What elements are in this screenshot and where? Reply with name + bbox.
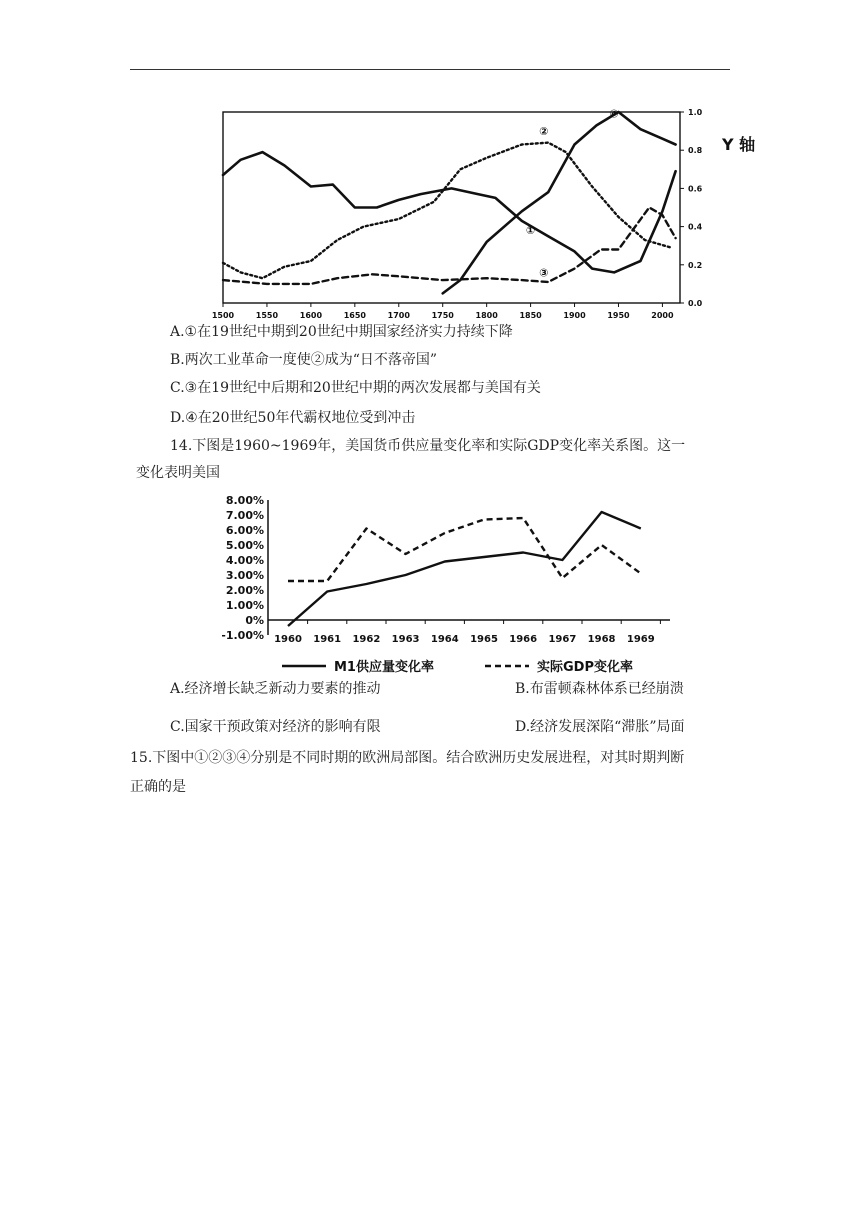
x-tick-label: 1850 <box>519 311 542 320</box>
q13-option-d: D.④在20世纪50年代霸权地位受到冲击 <box>170 410 416 426</box>
x-tick-label: 1967 <box>548 634 577 645</box>
q14-option-d: D.经济发展深陷“滞胀”局面 <box>515 719 685 735</box>
x-tick-label: 1962 <box>352 634 381 645</box>
x-tick-label: 1968 <box>587 634 616 645</box>
q14-option-b: B.布雷顿森林体系已经崩溃 <box>515 681 684 697</box>
series-line-1 <box>223 152 676 272</box>
power-curves-svg <box>205 100 775 322</box>
x-tick-label: 1961 <box>313 634 342 645</box>
y-tick-label: 7.00% <box>225 509 264 522</box>
x-tick-label: 1950 <box>607 311 630 320</box>
legend-label-2: 实际GDP变化率 <box>537 660 633 675</box>
q15-stem-line2: 正确的是 <box>130 779 186 795</box>
series-label-1: ① <box>525 224 536 238</box>
q14-option-c: C.国家干预政策对经济的影响有限 <box>170 719 381 735</box>
x-tick-label: 1969 <box>626 634 655 645</box>
y-tick-label: 0.4 <box>688 222 703 232</box>
y-tick-label: 6.00% <box>225 524 264 537</box>
x-tick-label: 1750 <box>431 311 454 320</box>
y-tick-label: 0.8 <box>688 146 703 156</box>
series-label-3: ③ <box>539 266 549 280</box>
y-tick-label: 5.00% <box>225 539 264 552</box>
y-tick-label: 8.00% <box>225 494 264 507</box>
y-tick-label: -1.00% <box>222 629 264 642</box>
y-tick-label: 0.6 <box>688 184 703 194</box>
power-curves-chart <box>205 100 775 322</box>
y-axis-label: Y 轴 <box>722 135 756 154</box>
y-tick-label: 0% <box>245 614 264 627</box>
y-tick-label: 0.2 <box>688 260 703 270</box>
m1-gdp-chart <box>222 490 682 678</box>
q13-option-c: C.③在19世纪中后期和20世纪中期的两次发展都与美国有关 <box>170 380 541 396</box>
series-label-2: ② <box>539 124 549 138</box>
series-label-4: ④ <box>609 107 619 121</box>
series-line-2 <box>223 143 671 279</box>
x-tick-label: 1964 <box>430 634 459 645</box>
series-line-1 <box>288 512 641 626</box>
y-tick-label: 0.0 <box>688 299 703 308</box>
header-rule <box>130 69 730 70</box>
x-tick-label: 1965 <box>470 634 498 645</box>
x-tick-label: 1600 <box>299 311 323 320</box>
x-tick-label: 1900 <box>563 311 586 320</box>
x-tick-label: 1700 <box>387 311 410 320</box>
series-line-4 <box>443 112 676 293</box>
x-tick-label: 1966 <box>509 634 538 645</box>
y-tick-label: 2.00% <box>225 584 264 597</box>
x-tick-label: 1800 <box>475 311 498 320</box>
x-tick-label: 1960 <box>274 634 302 645</box>
m1-gdp-svg <box>222 490 682 678</box>
y-tick-label: 1.0 <box>688 108 703 117</box>
x-tick-label: 1500 <box>211 311 235 320</box>
legend-label-1: M1供应量变化率 <box>334 660 434 675</box>
y-tick-label: 3.00% <box>225 569 264 582</box>
y-tick-label: 1.00% <box>225 599 264 612</box>
x-tick-label: 2000 <box>651 311 674 320</box>
x-tick-label: 1963 <box>391 634 420 645</box>
q14-stem-line1: 14.下图是1960~1969年，美国货币供应量变化率和实际GDP变化率关系图。这一 <box>170 438 686 454</box>
y-tick-label: 4.00% <box>225 554 264 567</box>
q15-stem-line1: 15.下图中①②③④分别是不同时期的欧洲局部图。结合欧洲历史发展进程，对其时期判断 <box>130 750 685 766</box>
q13-option-b: B.两次工业革命一度使②成为“日不落帝国” <box>170 352 438 368</box>
x-tick-label: 1550 <box>255 311 279 320</box>
x-tick-label: 1650 <box>343 311 366 320</box>
q14-option-a: A.经济增长缺乏新动力要素的推动 <box>170 681 381 697</box>
q14-stem-line2: 变化表明美国 <box>136 465 220 481</box>
q13-option-a: A.①在19世纪中期到20世纪中期国家经济实力持续下降 <box>170 324 513 340</box>
